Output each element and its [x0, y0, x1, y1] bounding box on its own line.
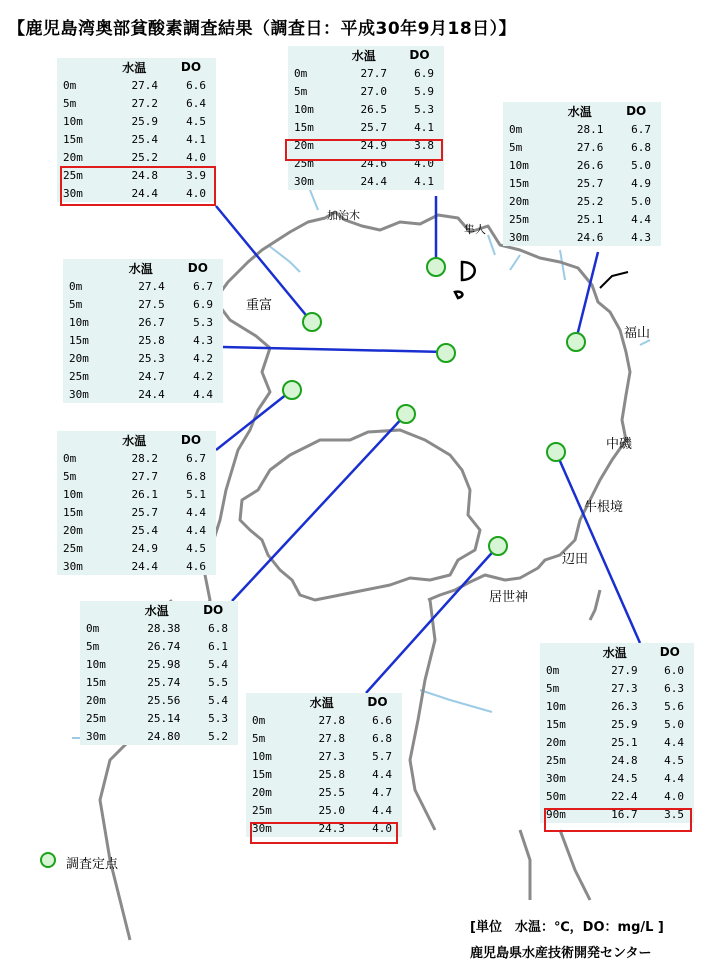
table-row — [540, 715, 694, 733]
depth-cell: 25m — [63, 168, 83, 182]
depth-cell: 15m — [63, 132, 83, 146]
do-cell: 5.9 — [414, 84, 434, 98]
depth-cell: 5m — [252, 731, 266, 745]
do-cell: 5.4 — [208, 657, 228, 671]
table-row — [246, 801, 402, 819]
header-temp: 水温 — [128, 261, 153, 276]
temp-cell: 25.5 — [318, 785, 345, 799]
table-row — [80, 655, 238, 673]
header-do: DO — [187, 261, 208, 275]
do-cell: 4.4 — [372, 767, 392, 781]
station-table-2 — [288, 46, 444, 190]
do-cell: 5.5 — [208, 675, 228, 689]
do-cell: 4.4 — [664, 735, 684, 749]
temp-cell: 24.6 — [360, 156, 387, 170]
temp-cell: 24.3 — [318, 821, 345, 835]
do-cell: 5.0 — [631, 194, 651, 208]
table-row — [503, 192, 661, 210]
do-cell: 6.0 — [664, 663, 684, 677]
depth-cell: 5m — [546, 681, 560, 695]
table-header — [246, 693, 402, 711]
depth-cell: 10m — [294, 102, 314, 116]
temp-cell: 27.7 — [131, 469, 159, 483]
place-fukuyama: 福山 — [624, 326, 651, 341]
place-nakaiso: 中磯 — [606, 437, 633, 452]
do-cell: 6.6 — [372, 713, 392, 727]
table-row — [57, 521, 216, 539]
table-row — [63, 385, 223, 403]
place-kajiki: 加治木 — [327, 209, 360, 222]
temp-cell: 27.4 — [138, 279, 165, 293]
table-row — [57, 503, 216, 521]
table-row — [540, 679, 694, 697]
depth-cell: 5m — [86, 639, 100, 653]
depth-cell: 10m — [69, 315, 89, 329]
do-cell: 4.0 — [664, 789, 684, 803]
do-cell: 6.7 — [186, 451, 206, 465]
temp-cell: 27.5 — [138, 297, 165, 311]
do-cell: 5.1 — [186, 487, 206, 501]
table-row — [63, 295, 223, 313]
header-depth — [503, 102, 548, 120]
do-cell: 4.6 — [186, 559, 206, 573]
depth-cell: 10m — [509, 158, 529, 172]
do-cell: 4.1 — [414, 174, 434, 188]
table-header — [80, 601, 238, 619]
depth-cell: 15m — [252, 767, 272, 781]
temp-cell: 25.9 — [131, 114, 159, 128]
table-row — [246, 747, 402, 765]
low-do-highlight-1 — [60, 166, 216, 206]
table-row — [503, 156, 661, 174]
station-dot-sakurajima-north — [397, 405, 415, 423]
table-row — [63, 331, 223, 349]
header-depth — [288, 46, 333, 64]
temp-cell: 27.2 — [131, 96, 159, 110]
temp-cell: 22.4 — [611, 789, 638, 803]
table-row — [57, 148, 216, 166]
temp-cell: 27.9 — [611, 663, 638, 677]
table-row — [503, 138, 661, 156]
depth-cell: 15m — [63, 505, 83, 519]
station-dot-koseji — [489, 537, 507, 555]
legend-station-icon — [40, 852, 56, 868]
do-cell: 4.5 — [186, 114, 206, 128]
header-temp: 水温 — [122, 433, 147, 448]
depth-cell: 15m — [294, 120, 314, 134]
header-do: DO — [180, 60, 202, 74]
depth-cell: 30m — [63, 186, 83, 200]
depth-cell: 25m — [509, 212, 529, 226]
do-cell: 6.8 — [208, 621, 228, 635]
temp-cell: 25.2 — [131, 150, 159, 164]
islands — [455, 262, 475, 298]
table-row — [80, 727, 238, 745]
depth-cell: 0m — [69, 279, 83, 293]
depth-cell: 30m — [86, 729, 106, 743]
table-row — [288, 118, 444, 136]
header-temp: 水温 — [144, 603, 169, 618]
depth-cell: 15m — [69, 333, 89, 347]
table-row — [246, 729, 402, 747]
do-cell: 4.4 — [631, 212, 651, 226]
table-row — [540, 787, 694, 805]
temp-cell: 25.56 — [147, 693, 181, 707]
table-row — [503, 210, 661, 228]
temp-cell: 24.4 — [131, 559, 159, 573]
do-cell: 4.3 — [193, 333, 213, 347]
temp-cell: 27.6 — [576, 140, 604, 154]
do-cell: 6.8 — [631, 140, 651, 154]
do-cell: 6.6 — [186, 78, 206, 92]
temp-cell: 28.1 — [576, 122, 604, 136]
temp-cell: 16.7 — [611, 807, 638, 821]
depth-cell: 15m — [509, 176, 529, 190]
header-do: DO — [203, 603, 224, 617]
low-do-highlight-3 — [250, 822, 398, 844]
temp-cell: 28.2 — [131, 451, 159, 465]
do-cell: 6.1 — [208, 639, 228, 653]
depth-cell: 20m — [294, 138, 314, 152]
do-cell: 5.7 — [372, 749, 392, 763]
temp-cell: 25.1 — [576, 212, 604, 226]
temp-cell: 27.3 — [611, 681, 638, 695]
depth-cell: 30m — [509, 230, 529, 244]
temp-cell: 26.74 — [147, 639, 181, 653]
depth-cell: 25m — [86, 711, 106, 725]
do-cell: 5.3 — [208, 711, 228, 725]
do-cell: 4.7 — [372, 785, 392, 799]
temp-cell: 27.4 — [131, 78, 159, 92]
table-header — [540, 643, 694, 661]
temp-cell: 26.3 — [611, 699, 638, 713]
depth-cell: 20m — [69, 351, 89, 365]
depth-cell: 20m — [86, 693, 106, 707]
station-dot-west — [283, 381, 301, 399]
do-cell: 5.3 — [193, 315, 213, 329]
table-row — [57, 112, 216, 130]
table-row — [288, 82, 444, 100]
depth-cell: 0m — [63, 451, 77, 465]
low-do-highlight-2 — [285, 139, 443, 161]
temp-cell: 25.7 — [360, 120, 387, 134]
depth-cell: 30m — [63, 559, 83, 573]
legend-label: 調査定点 — [66, 857, 119, 872]
depth-cell: 10m — [86, 657, 106, 671]
header-temp: 水温 — [351, 48, 376, 63]
station-dot-nakaiso — [547, 443, 565, 461]
depth-cell: 25m — [546, 753, 566, 767]
temp-cell: 25.0 — [318, 803, 345, 817]
do-cell: 4.1 — [186, 132, 206, 146]
depth-cell: 0m — [294, 66, 308, 80]
credit: 鹿児島県水産技術開発センター — [470, 946, 652, 961]
header-do: DO — [180, 433, 202, 447]
depth-cell: 30m — [546, 771, 566, 785]
depth-cell: 20m — [509, 194, 529, 208]
depth-cell: 5m — [69, 297, 83, 311]
temp-cell: 24.4 — [360, 174, 387, 188]
table-header — [503, 102, 661, 120]
header-do: DO — [367, 695, 388, 709]
header-depth — [63, 259, 109, 277]
header-do: DO — [409, 48, 430, 62]
header-do: DO — [626, 104, 647, 118]
depth-cell: 10m — [546, 699, 566, 713]
temp-cell: 25.1 — [611, 735, 638, 749]
table-row — [503, 174, 661, 192]
table-row — [540, 769, 694, 787]
table-row — [246, 783, 402, 801]
depth-cell: 50m — [546, 789, 566, 803]
temp-cell: 25.7 — [576, 176, 604, 190]
table-row — [503, 228, 661, 246]
table-header — [288, 46, 444, 64]
depth-cell: 90m — [546, 807, 566, 821]
temp-cell: 26.7 — [138, 315, 165, 329]
header-depth — [57, 58, 102, 76]
temp-cell: 25.8 — [318, 767, 345, 781]
do-cell: 6.7 — [631, 122, 651, 136]
temp-cell: 24.5 — [611, 771, 638, 785]
depth-cell: 25m — [252, 803, 272, 817]
do-cell: 4.4 — [193, 387, 213, 401]
depth-cell: 20m — [252, 785, 272, 799]
depth-cell: 5m — [294, 84, 308, 98]
depth-cell: 20m — [63, 150, 83, 164]
do-cell: 6.9 — [193, 297, 213, 311]
do-cell: 5.0 — [664, 717, 684, 731]
temp-cell: 26.1 — [131, 487, 159, 501]
depth-cell: 30m — [294, 174, 314, 188]
station-table-6 — [80, 601, 238, 745]
do-cell: 4.0 — [186, 150, 206, 164]
do-cell: 6.7 — [193, 279, 213, 293]
temp-cell: 25.4 — [131, 132, 159, 146]
temp-cell: 25.4 — [131, 523, 159, 537]
table-row — [288, 100, 444, 118]
do-cell: 5.2 — [208, 729, 228, 743]
header-depth — [540, 643, 584, 661]
table-row — [503, 120, 661, 138]
header-temp: 水温 — [309, 695, 334, 710]
station-table-7 — [246, 693, 402, 837]
temp-cell: 24.80 — [147, 729, 181, 743]
temp-cell: 27.3 — [318, 749, 345, 763]
table-row — [540, 733, 694, 751]
do-cell: 4.1 — [414, 120, 434, 134]
depth-cell: 15m — [546, 717, 566, 731]
table-row — [63, 313, 223, 331]
depth-cell: 5m — [63, 469, 77, 483]
temp-cell: 26.5 — [360, 102, 387, 116]
station-dot-shigetomi — [303, 313, 321, 331]
station-dot-fukuyama — [567, 333, 585, 351]
table-row — [246, 765, 402, 783]
temp-cell: 25.8 — [138, 333, 165, 347]
place-hayato: 隼人 — [464, 223, 486, 236]
table-row — [63, 349, 223, 367]
do-cell: 4.4 — [664, 771, 684, 785]
temp-cell: 25.74 — [147, 675, 181, 689]
depth-cell: 20m — [63, 523, 83, 537]
temp-cell: 24.4 — [138, 387, 165, 401]
depth-cell: 5m — [63, 96, 77, 110]
temp-cell: 27.0 — [360, 84, 387, 98]
table-row — [540, 751, 694, 769]
header-depth — [57, 431, 102, 449]
station-dot-north — [427, 258, 445, 276]
temp-cell: 27.8 — [318, 713, 345, 727]
temp-cell: 25.98 — [147, 657, 181, 671]
header-depth — [80, 601, 125, 619]
depth-cell: 30m — [69, 387, 89, 401]
do-cell: 4.4 — [372, 803, 392, 817]
do-cell: 4.4 — [186, 523, 206, 537]
do-cell: 4.0 — [186, 186, 206, 200]
table-row — [80, 619, 238, 637]
do-cell: 3.9 — [186, 168, 206, 182]
header-temp: 水温 — [567, 104, 592, 119]
do-cell: 6.3 — [664, 681, 684, 695]
low-do-highlight-4 — [544, 808, 692, 832]
do-cell: 5.6 — [664, 699, 684, 713]
do-cell: 4.5 — [664, 753, 684, 767]
temp-cell: 24.6 — [576, 230, 604, 244]
station-dot-center — [437, 344, 455, 362]
depth-cell: 0m — [86, 621, 100, 635]
station-table-5 — [57, 431, 216, 575]
temp-cell: 25.3 — [138, 351, 165, 365]
temp-cell: 26.6 — [576, 158, 604, 172]
table-row — [57, 76, 216, 94]
do-cell: 5.4 — [208, 693, 228, 707]
table-row — [63, 277, 223, 295]
temp-cell: 25.2 — [576, 194, 604, 208]
depth-cell: 25m — [63, 541, 83, 555]
depth-cell: 0m — [252, 713, 266, 727]
table-row — [63, 367, 223, 385]
table-header — [63, 259, 223, 277]
page-title: 【鹿児島湾奥部貧酸素調査結果（調査日：平成30年9月18日）】 — [8, 19, 517, 39]
table-row — [57, 449, 216, 467]
depth-cell: 25m — [69, 369, 89, 383]
temp-cell: 24.9 — [360, 138, 387, 152]
temp-cell: 25.9 — [611, 717, 638, 731]
depth-cell: 0m — [546, 663, 560, 677]
table-row — [246, 711, 402, 729]
depth-cell: 25m — [294, 156, 314, 170]
depth-cell: 0m — [63, 78, 77, 92]
depth-cell: 5m — [509, 140, 523, 154]
place-henda: 辺田 — [562, 552, 589, 567]
table-row — [57, 539, 216, 557]
header-temp: 水温 — [602, 645, 627, 660]
temp-cell: 25.7 — [131, 505, 159, 519]
station-table-8 — [540, 643, 694, 823]
depth-cell: 10m — [252, 749, 272, 763]
unit-note: [単位 水温：℃，DO：mg/L ] — [470, 920, 664, 935]
do-cell: 6.8 — [372, 731, 392, 745]
do-cell: 3.5 — [664, 807, 684, 821]
temp-cell: 24.9 — [131, 541, 159, 555]
temp-cell: 28.38 — [147, 621, 181, 635]
header-depth — [246, 693, 291, 711]
station-table-4 — [63, 259, 223, 403]
header-do: DO — [659, 645, 680, 659]
depth-cell: 0m — [509, 122, 523, 136]
do-cell: 4.2 — [193, 369, 213, 383]
table-row — [80, 637, 238, 655]
depth-cell: 15m — [86, 675, 106, 689]
do-cell: 4.0 — [414, 156, 434, 170]
table-row — [57, 94, 216, 112]
temp-cell: 27.8 — [318, 731, 345, 745]
depth-cell: 10m — [63, 487, 83, 501]
table-row — [540, 697, 694, 715]
table-row — [57, 130, 216, 148]
temp-cell: 24.8 — [611, 753, 638, 767]
do-cell: 6.4 — [186, 96, 206, 110]
do-cell: 6.8 — [186, 469, 206, 483]
do-cell: 4.9 — [631, 176, 651, 190]
place-ushinekyo: 牛根境 — [584, 500, 624, 515]
table-row — [57, 485, 216, 503]
table-row — [288, 172, 444, 190]
table-row — [80, 709, 238, 727]
do-cell: 5.3 — [414, 102, 434, 116]
survey-stations — [283, 258, 585, 555]
table-row — [540, 661, 694, 679]
table-row — [80, 673, 238, 691]
place-shigetomi: 重富 — [246, 298, 273, 313]
header-temp: 水温 — [122, 60, 147, 75]
station-table-3 — [503, 102, 661, 246]
place-koseji: 居世神 — [489, 590, 529, 605]
table-row — [57, 557, 216, 575]
table-header — [57, 58, 216, 76]
do-cell: 4.3 — [631, 230, 651, 244]
do-cell: 3.8 — [414, 138, 434, 152]
depth-cell: 10m — [63, 114, 83, 128]
temp-cell: 27.7 — [360, 66, 387, 80]
do-cell: 5.0 — [631, 158, 651, 172]
do-cell: 4.2 — [193, 351, 213, 365]
do-cell: 4.0 — [372, 821, 392, 835]
do-cell: 4.5 — [186, 541, 206, 555]
temp-cell: 24.7 — [138, 369, 165, 383]
table-row — [80, 691, 238, 709]
table-header — [57, 431, 216, 449]
temp-cell: 25.14 — [147, 711, 181, 725]
temp-cell: 24.8 — [131, 168, 159, 182]
table-row — [288, 64, 444, 82]
table-row — [57, 467, 216, 485]
temp-cell: 24.4 — [131, 186, 159, 200]
depth-cell: 30m — [252, 821, 272, 835]
do-cell: 6.9 — [414, 66, 434, 80]
do-cell: 4.4 — [186, 505, 206, 519]
depth-cell: 20m — [546, 735, 566, 749]
